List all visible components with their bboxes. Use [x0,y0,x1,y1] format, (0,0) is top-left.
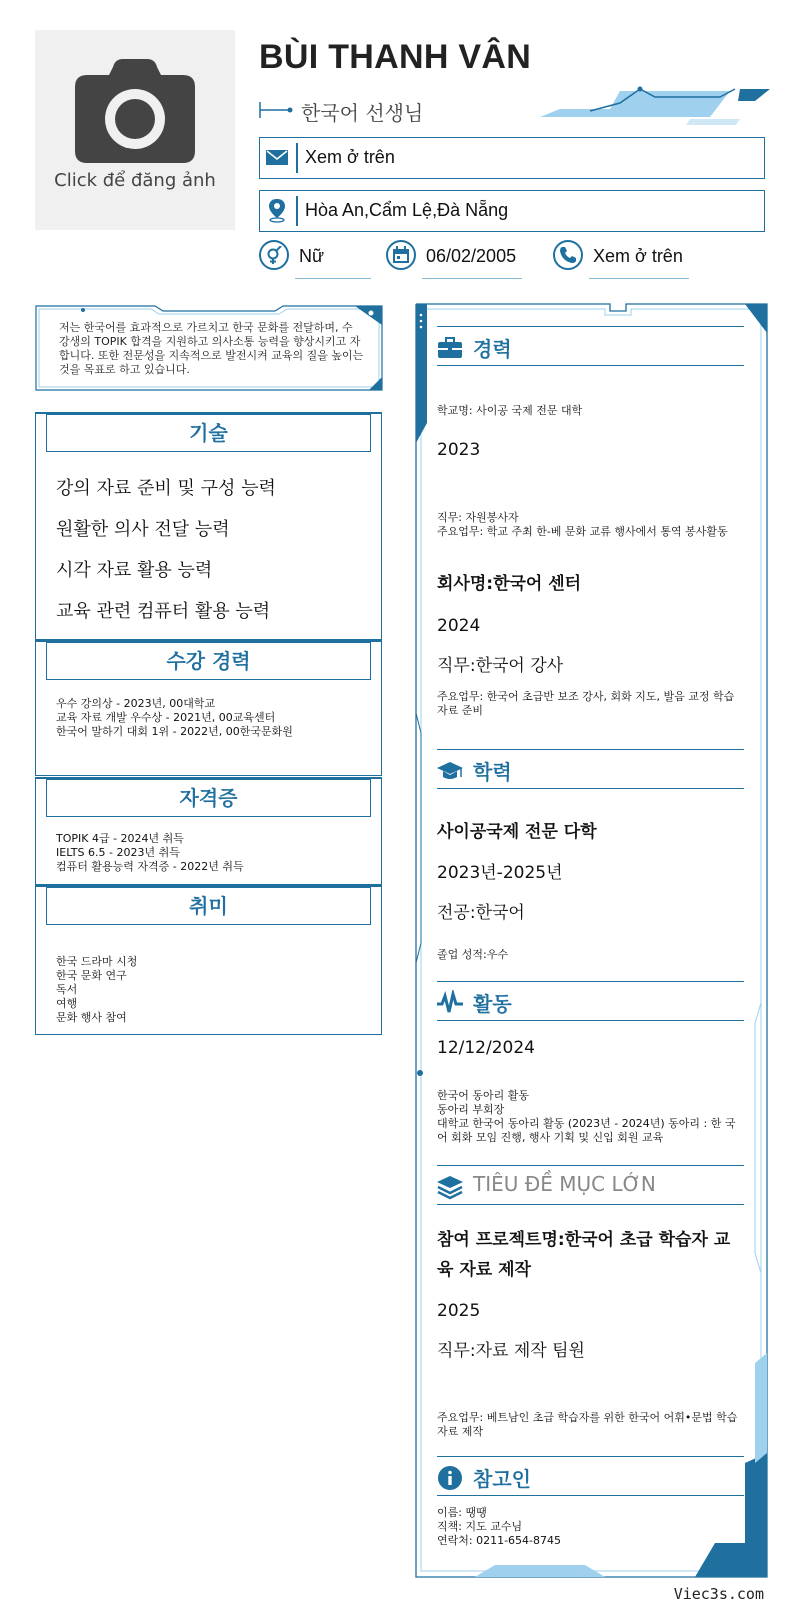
exp-school: 학교명: 사이공 국제 전문 대학 [437,404,583,417]
exp-duty-2: 주요업무: 한국어 초급반 보조 강사, 회화 지도, 발음 교정 학습 자료 준비 [437,690,735,717]
job-title: 한국어 선생님 [301,101,424,125]
info-icon [437,1465,463,1491]
reference-position: 직책: 지도 교수님 [437,1520,523,1533]
address-value: Hòa An,Cẩm Lệ,Đà Nẵng [305,200,509,220]
education-title: 학력 [473,760,512,784]
hobby-item: 한국 드라마 시청 [56,955,138,968]
award-item: 교육 자료 개발 우수상 - 2021년, 00교육센터 [56,711,276,724]
project-role: 직무:자료 제작 팀원 [437,1341,585,1361]
project-duty: 주요업무: 베트남인 초급 학습자를 위한 한국어 어휘•문법 학습 자료 제작 [437,1411,738,1438]
project-year: 2025 [437,1301,481,1321]
exp-year-1: 2023 [437,440,481,460]
email-value: Xem ở trên [305,147,395,167]
exp-role-1: 직무: 자원봉사자 [437,511,519,524]
skills-section [35,412,382,640]
job-title-line [259,98,295,122]
activities-title: 활동 [473,992,512,1016]
activities-header [437,981,744,1021]
certificate-item: IELTS 6.5 - 2023년 취득 [56,846,180,859]
hobbies-title: 취미 [46,887,371,925]
exp-role-2: 직무:한국어 강사 [437,656,564,676]
reference-contact: 연락처: 0211-654-8745 [437,1534,562,1547]
exp-company: 회사명:한국어 센터 [437,574,582,594]
pulse-icon [437,990,463,1016]
award-item: 우수 강의상 - 2023년, 00대학교 [56,697,216,710]
phone-icon [559,246,577,264]
watermark: Viec3s.com [673,1585,764,1603]
layers-icon [437,1174,463,1200]
envelope-icon [265,144,289,170]
skills-title: 기술 [46,414,371,452]
award-item: 한국어 말하기 대회 1위 - 2022년, 00한국문화원 [56,725,293,738]
intro-text: 저는 한국어를 효과적으로 가르치고 한국 문화를 전달하며, 수 강생의 TOPIK 합격을 지원하고 의사소통 능력을 향상시키고 자 합니다. 또한 전문성을 지속적으로 발전시켜 교육의 질을 높이는 것을 목표로 하고 있습니다. [59,321,364,376]
experience-title: 경력 [473,337,512,361]
activity-line: 동아리 부회장 [437,1103,505,1116]
edu-grade: 졸업 성적:우수 [437,948,508,961]
certificate-item: 컴퓨터 활용능력 자격증 - 2022년 취득 [56,860,244,873]
project-name: 참여 프로젝트명:한국어 초급 학습자 교육 자료 제작 [437,1230,731,1280]
photo-upload[interactable] [35,30,235,230]
skill-item: 교육 관련 컴퓨터 활용 능력 [56,601,271,622]
email-field [259,137,765,179]
references-header [437,1456,744,1496]
skill-item: 시각 자료 활용 능력 [56,560,213,581]
phone-value: Xem ở trên [593,246,683,266]
gender-value: Nữ [299,246,325,266]
address-field [259,190,765,232]
certificates-section [35,777,382,885]
photo-caption: Click để đăng ảnh [54,170,216,191]
exp-duty-1: 주요업무: 학교 주최 한-베 문화 교류 행사에서 통역 봉사활동 [437,525,728,538]
hobby-item: 여행 [56,997,78,1010]
certificate-item: TOPIK 4급 - 2024년 취득 [56,832,184,845]
activity-line: 한국어 동아리 활동 [437,1089,530,1102]
right-column-frame [415,303,768,1578]
edu-major: 전공:한국어 [437,903,525,923]
briefcase-icon [437,335,463,361]
header-decoration [540,85,770,127]
hobby-item: 문화 행사 참여 [56,1011,127,1024]
dob-value: 06/02/2005 [426,246,517,266]
hobby-item: 독서 [56,983,78,996]
reference-name: 이름: 땡땡 [437,1506,487,1519]
gender-icon [265,246,283,264]
camera-icon [75,59,195,163]
education-header [437,749,744,789]
graduation-cap-icon [437,758,463,784]
skill-item: 원활한 의사 전달 능력 [56,519,230,540]
hobbies-section [35,885,382,1035]
candidate-name: BÙI THANH VÂN [259,38,532,76]
experience-header [437,326,744,366]
edu-period: 2023년-2025년 [437,863,563,883]
location-pin-icon [265,197,289,223]
activity-line: 대학교 한국어 동아리 활동 (2023년 - 2024년) 동아리 : 한 국어 회화 모임 진행, 행사 기획 및 신입 회원 교육 [437,1117,736,1144]
certificates-title: 자격증 [46,779,371,817]
projects-header [437,1165,744,1205]
projects-title: TIÊU ĐỀ MỤC LỚN [473,1172,656,1196]
references-title: 참고인 [473,1467,531,1491]
awards-section [35,640,382,776]
edu-school: 사이공국제 전문 다학 [437,822,597,842]
intro-box [35,305,383,391]
hobby-item: 한국 문화 연구 [56,969,127,982]
awards-title: 수강 경력 [46,642,371,680]
exp-year-2: 2024 [437,616,481,636]
calendar-icon [392,246,410,264]
activity-date: 12/12/2024 [437,1038,535,1058]
skill-item: 강의 자료 준비 및 구성 능력 [56,478,276,499]
